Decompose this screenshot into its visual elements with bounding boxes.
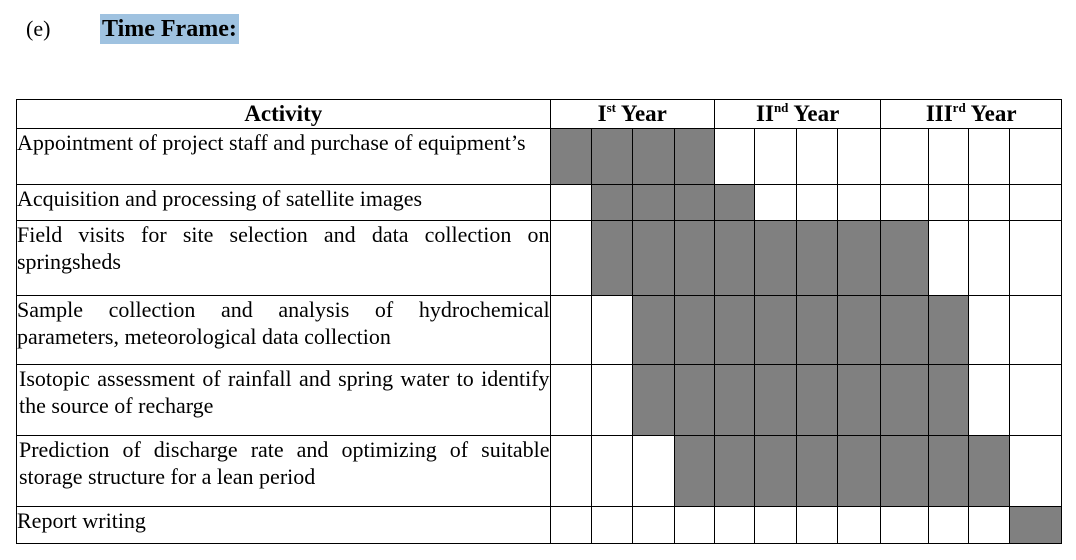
timeline-cell-filled — [969, 436, 1010, 507]
timeline-cell-empty — [928, 185, 968, 221]
timeline-cell-empty — [633, 436, 674, 507]
timeline-cell-empty — [550, 436, 591, 507]
timeline-cell-empty — [714, 507, 754, 544]
timeline-cell-empty — [796, 507, 837, 544]
timeline-cell-filled — [838, 436, 881, 507]
timeline-cell-filled — [755, 221, 796, 296]
timeline-cell-empty — [550, 365, 591, 436]
timeline-cell-filled — [714, 436, 754, 507]
timeline-cell-filled — [714, 365, 754, 436]
timeline-cell-filled — [633, 129, 674, 185]
timeline-cell-filled — [633, 296, 674, 365]
activity-cell: Field visits for site selection and data collection on springsheds — [17, 221, 551, 296]
timeline-cell-empty — [714, 129, 754, 185]
timeline-cell-filled — [674, 185, 714, 221]
timeline-cell-empty — [969, 507, 1010, 544]
timeline-cell-filled — [633, 185, 674, 221]
timeline-cell-filled — [674, 365, 714, 436]
timeline-cell-filled — [591, 185, 632, 221]
timeline-cell-empty — [591, 296, 632, 365]
timeline-cell-empty — [633, 507, 674, 544]
timeline-cell-empty — [796, 185, 837, 221]
timeline-cell-filled — [591, 129, 632, 185]
timeline-cell-empty — [838, 129, 881, 185]
timeline-cell-empty — [591, 436, 632, 507]
timeline-cell-filled — [755, 436, 796, 507]
activity-cell: Report writing — [17, 507, 551, 544]
timeline-cell-empty — [838, 507, 881, 544]
timeline-cell-empty — [591, 507, 632, 544]
timeline-cell-empty — [550, 507, 591, 544]
timeline-cell-filled — [838, 296, 881, 365]
timeline-cell-empty — [550, 185, 591, 221]
table-row — [17, 221, 1062, 296]
table-header-row — [17, 100, 1062, 129]
timeline-cell-empty — [1010, 365, 1062, 436]
timeline-cell-filled — [714, 296, 754, 365]
timeline-cell-filled — [796, 296, 837, 365]
activity-cell: Prediction of discharge rate and optimizing of suitable storage structure for a lean period — [17, 436, 551, 507]
timeline-cell-filled — [838, 365, 881, 436]
activity-column-header: Activity — [17, 100, 551, 129]
timeline-cell-empty — [1010, 296, 1062, 365]
table-row — [17, 185, 1062, 221]
timeline-cell-filled — [796, 221, 837, 296]
timeline-cell-filled — [881, 436, 928, 507]
table-row — [17, 507, 1062, 544]
year-3-header: IIIrd Year — [881, 100, 1062, 129]
activity-cell: Sample collection and analysis of hydrochemical parameters, meteorological data collection — [17, 296, 551, 365]
timeline-cell-empty — [1010, 221, 1062, 296]
timeline-cell-empty — [969, 221, 1010, 296]
table-row — [17, 129, 1062, 185]
timeline-cell-empty — [969, 296, 1010, 365]
timeline-cell-filled — [928, 436, 968, 507]
timeline-cell-empty — [550, 296, 591, 365]
year-2-header: IInd Year — [714, 100, 880, 129]
timeline-cell-empty — [796, 129, 837, 185]
timeline-cell-filled — [674, 296, 714, 365]
timeline-cell-filled — [755, 296, 796, 365]
timeline-cell-empty — [838, 185, 881, 221]
timeline-cell-empty — [969, 365, 1010, 436]
timeline-cell-empty — [969, 185, 1010, 221]
timeline-cell-empty — [1010, 129, 1062, 185]
table-row — [17, 436, 1062, 507]
timeline-cell-filled — [838, 221, 881, 296]
timeline-cell-empty — [881, 507, 928, 544]
timeline-cell-filled — [714, 185, 754, 221]
activity-cell: Isotopic assessment of rainfall and spring water to identify the source of recharge — [17, 365, 551, 436]
timeline-cell-empty — [969, 129, 1010, 185]
table-row — [17, 296, 1062, 365]
timeline-cell-empty — [928, 221, 968, 296]
timeline-cell-filled — [881, 221, 928, 296]
timeline-cell-filled — [633, 365, 674, 436]
timeline-cell-empty — [928, 129, 968, 185]
table-row — [17, 365, 1062, 436]
timeline-cell-empty — [1010, 185, 1062, 221]
timeline-cell-empty — [755, 507, 796, 544]
activity-cell: Acquisition and processing of satellite images — [17, 185, 551, 221]
activity-cell: Appointment of project staff and purchase of equipment’s — [17, 129, 551, 185]
timeline-cell-filled — [1010, 507, 1062, 544]
timeline-cell-filled — [674, 129, 714, 185]
timeline-cell-empty — [591, 365, 632, 436]
timeline-cell-filled — [674, 221, 714, 296]
timeline-cell-empty — [550, 221, 591, 296]
section-label: (e) — [26, 16, 51, 41]
timeline-cell-filled — [928, 296, 968, 365]
section-heading — [0, 10, 1076, 50]
timeline-cell-filled — [714, 221, 754, 296]
timeline-cell-empty — [881, 129, 928, 185]
timeline-cell-filled — [674, 436, 714, 507]
timeline-cell-filled — [928, 365, 968, 436]
table-body — [17, 129, 1062, 544]
timeline-cell-empty — [755, 185, 796, 221]
timeline-cell-empty — [1010, 436, 1062, 507]
timeline-cell-empty — [928, 507, 968, 544]
timeline-cell-filled — [633, 221, 674, 296]
timeline-cell-empty — [674, 507, 714, 544]
section-title: Time Frame: — [102, 16, 237, 42]
timeline-cell-filled — [550, 129, 591, 185]
timeline-cell-filled — [755, 365, 796, 436]
timeline-cell-filled — [796, 365, 837, 436]
timeline-cell-empty — [881, 185, 928, 221]
time-frame-table — [16, 99, 1062, 544]
timeline-cell-empty — [755, 129, 796, 185]
year-1-header: Ist Year — [550, 100, 714, 129]
timeline-cell-filled — [796, 436, 837, 507]
timeline-cell-filled — [591, 221, 632, 296]
timeline-cell-filled — [881, 365, 928, 436]
timeline-cell-filled — [881, 296, 928, 365]
